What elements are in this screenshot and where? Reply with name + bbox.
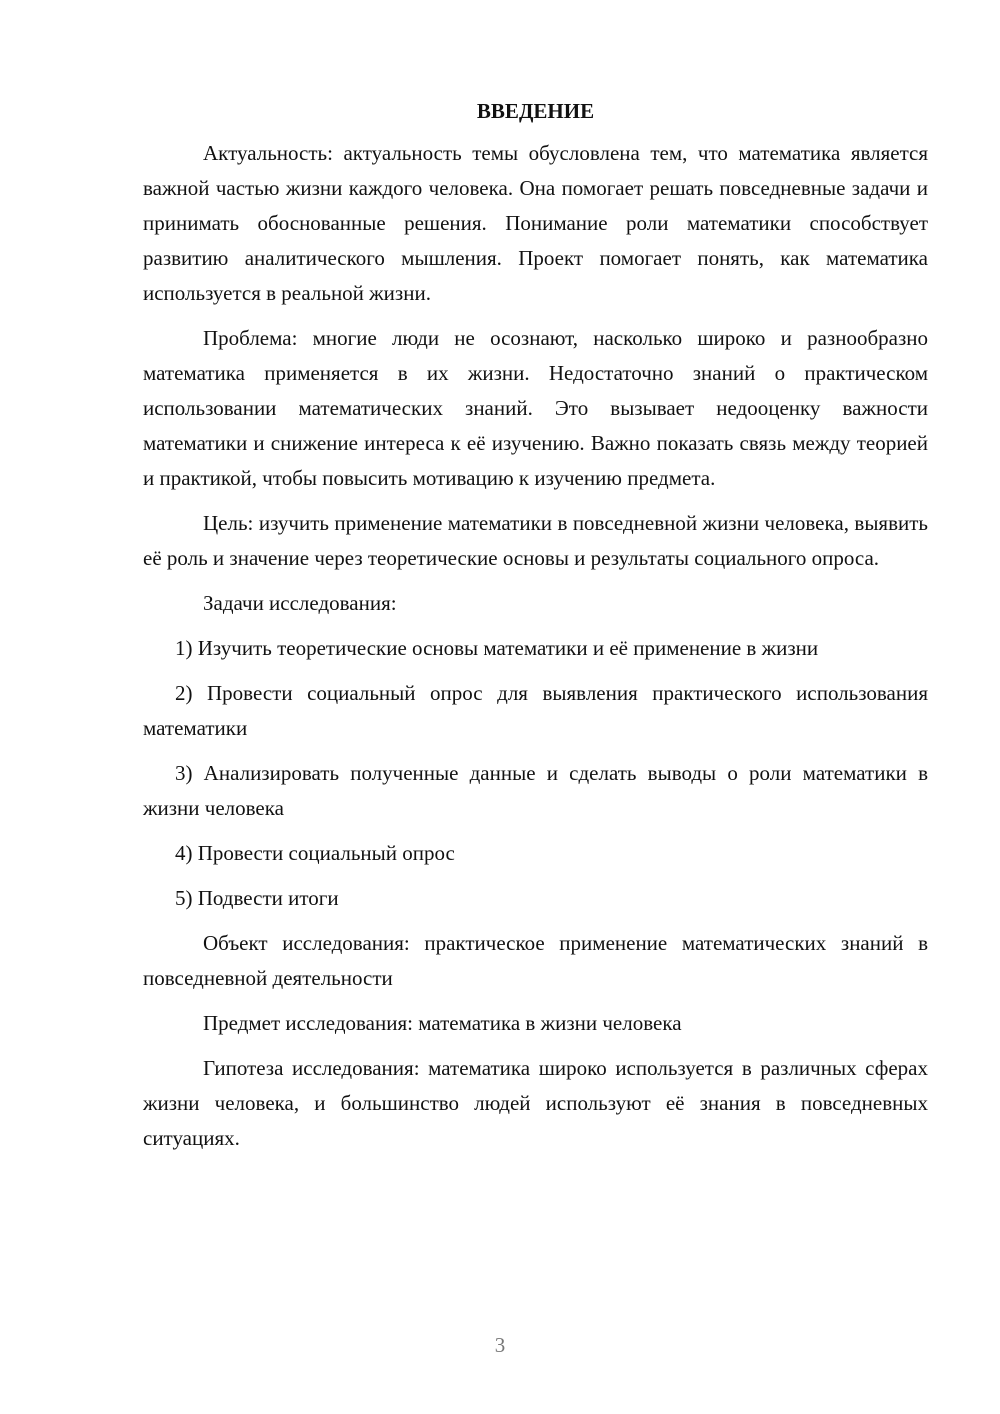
- tasks-heading: Задачи исследования:: [203, 591, 397, 615]
- task-item-1: 1) Изучить теоретические основы математики и её применение в жизни: [175, 636, 819, 660]
- task-item-5: 5) Подвести итоги: [175, 886, 339, 910]
- hypothesis-paragraph: Гипотеза исследования: математика широко используется в различных сферах жизни человека, и большинство людей используют её знания в повседневных ситуациях.: [143, 1056, 928, 1150]
- relevance-paragraph: Актуальность: актуальность темы обусловлена тем, что математика является важной частью жизни каждого человека. Она помогает решать повседневные задачи и принимать обоснованные решения. Понимание роли математики способствует развитию аналитического мышления. Проект помогает понять, как математика используется в реальной жизни.: [143, 141, 928, 305]
- task-item-2: 2) Провести социальный опрос для выявления практического использования математики: [143, 681, 928, 740]
- document-page: [143, 94, 928, 1166]
- goal-paragraph: Цель: изучить применение математики в повседневной жизни человека, выявить её роль и значение через теоретические основы и результаты социального опроса.: [143, 511, 928, 570]
- task-item-4: 4) Провести социальный опрос: [175, 841, 455, 865]
- problem-paragraph: Проблема: многие люди не осознают, насколько широко и разнообразно математика применяется в их жизни. Недостаточно знаний о практическом использовании математических знаний. Это вызывает недооценку важности математики и снижение интереса к её изучению. Важно показать связь между теорией и практикой, чтобы повысить мотивацию к изучению предмета.: [143, 326, 928, 490]
- object-paragraph: Объект исследования: практическое применение математических знаний в повседневной деятельности: [143, 931, 928, 990]
- page-number: 3: [494, 1333, 506, 1357]
- subject-paragraph: Предмет исследования: математика в жизни человека: [203, 1011, 682, 1035]
- page-title: ВВЕДЕНИЕ: [476, 99, 595, 123]
- task-item-3: 3) Анализировать полученные данные и сделать выводы о роли математики в жизни человека: [143, 761, 928, 820]
